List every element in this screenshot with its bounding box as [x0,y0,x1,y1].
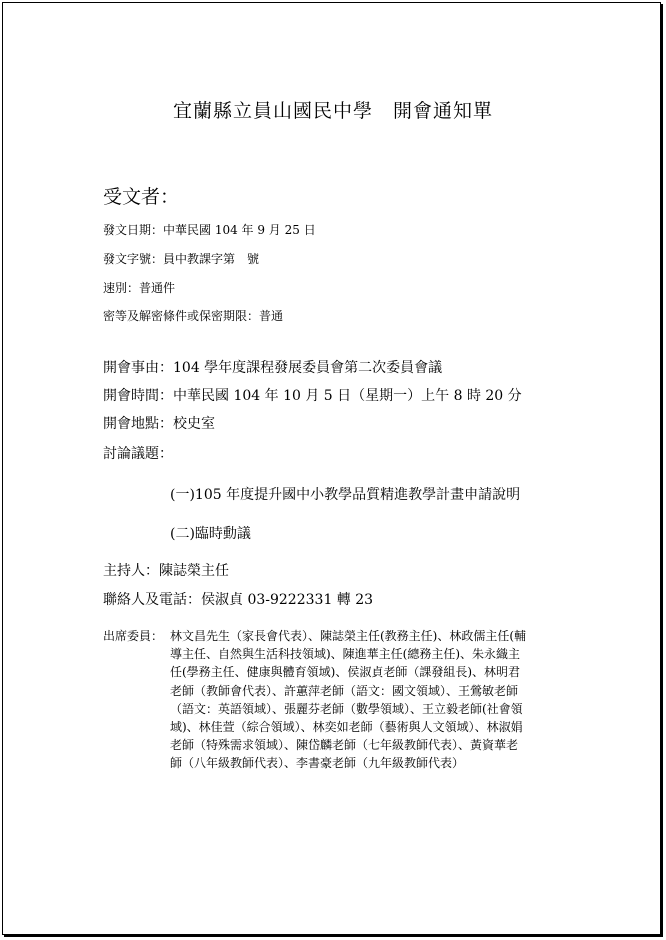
agenda-label: 討論議題： [103,446,173,462]
secrecy-level: 密等及解密條件或保密期限：普通 [103,309,284,323]
agenda-item: (二)臨時動議 [170,526,251,542]
delivery-speed: 速別：普通件 [103,281,176,295]
attendees-line: 域)、林佳萱（綜合領域）、林奕如老師（藝術與人文領域）、林淑娟 [170,720,523,735]
attendees-line: 導主任、自然與生活科技領域)、陳進華主任(總務主任)、朱永織主 [170,647,521,662]
document-number: 發文字號：員中教課字第 號 [103,252,260,266]
attendees-line: 老師（特殊需求領域）、陳岱麟老師（七年級教師代表）、黃資華老 [170,738,519,753]
attendees-list [170,627,578,773]
page-frame [2,2,661,935]
attendees-label: 出席委員： [103,629,164,643]
attendees-line: 師（八年級教師代表）、李書豪老師（九年級教師代表） [170,756,465,771]
attendees-line: 老師（教師會代表）、許蕙萍老師（語文：國文領域）、王鶯敏老師 [170,683,519,698]
recipient-label: 受文者： [103,186,180,208]
meeting-contact: 聯絡人及電話：侯淑貞 03-9222331 轉 23 [103,592,374,608]
agenda-item: (一)105 年度提升國中小教學品質精進教學計畫申請說明 [170,487,521,503]
meeting-time: 開會時間：中華民國 104 年 10 月 5 日（星期一）上午 8 時 20 分 [103,388,522,404]
attendees-line: 林文昌先生（家長會代表）、陳誌榮主任(教務主任)、林政儒主任(輔 [170,629,527,643]
meeting-subject: 開會事由：104 學年度課程發展委員會第二次委員會議 [103,360,443,376]
page-title: 宜蘭縣立員山國民中學 開會通知單 [172,100,493,122]
attendees-line: 任(學務主任、健康與體育領域)、侯淑貞老師（課發組長)、林明君 [170,665,521,680]
issue-date: 發文日期：中華民國 104 年 9 月 25 日 [103,223,316,237]
meeting-location: 開會地點：校史室 [103,416,215,432]
attendees-line: （語文：英語領域）、張麗芬老師（數學領域）、王立毅老師(社會領 [170,701,523,716]
meeting-chair: 主持人：陳誌榮主任 [103,563,229,579]
